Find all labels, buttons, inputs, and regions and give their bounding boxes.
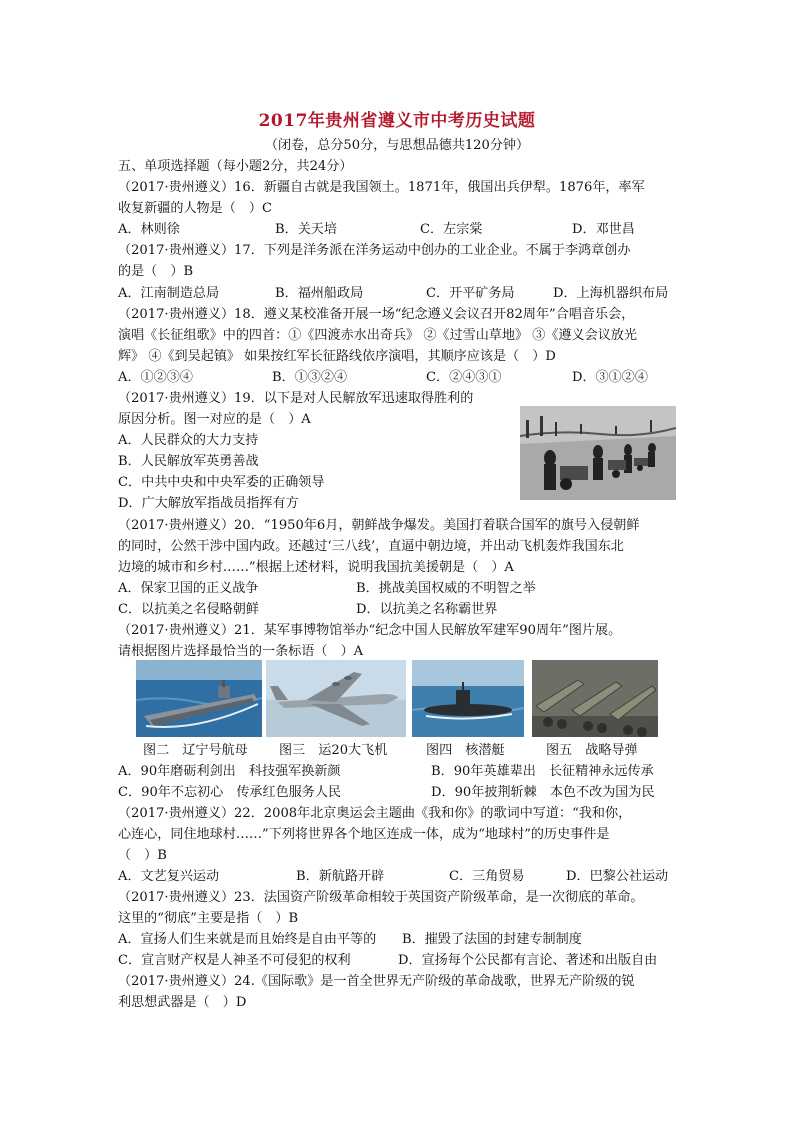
q16-option-b: B．关天培 [275, 222, 337, 237]
q17-option-d: D．上海机器织布局 [553, 286, 669, 301]
q17-stem-line2: 的是（ ）B [118, 264, 194, 279]
q21-stem-line2: 请根据图片选择最恰当的一条标语（ ）A [118, 644, 364, 659]
q22-option-d: D．巴黎公社运动 [566, 869, 669, 884]
q21-caption-fig2: 图二 辽宁号航母 [143, 743, 248, 758]
q18-stem-line3: 辉》 ④《到吴起镇》 如果按红军长征路线依序演唱，其顺序应该是（ ）D [118, 349, 556, 364]
q20-stem-line3: 边境的城市和乡村……”根据上述材料，说明我国抗美援朝是（ ）A [118, 560, 514, 575]
q23-option-a: A．宣扬人们生来就是而且始终是自由平等的 [118, 932, 377, 947]
q22-option-a: A．文艺复兴运动 [118, 869, 220, 884]
q18-option-c: C．②④③① [426, 370, 502, 385]
q22-option-c: C．三角贸易 [449, 869, 525, 884]
q16-stem-line1: （2017·贵州遵义）16．新疆自古就是我国领土。1871年，俄国出兵伊犁。1876年，率军 [118, 180, 645, 195]
q16-stem-line2: 收复新疆的人物是（ ）C [118, 201, 273, 216]
q21-photo-strategic-missiles [532, 660, 658, 737]
q17-stem-line1: （2017·贵州遵义）17．下列是洋务派在洋务运动中创办的工业企业。不属于李鸿章创办 [118, 243, 631, 258]
q20-option-a: A．保家卫国的正义战争 [118, 581, 259, 596]
q21-stem-line1: （2017·贵州遵义）21．某军事博物馆举办“纪念中国人民解放军建军90周年”图片展。 [118, 623, 622, 638]
q20-stem-line2: 的同时，公然干涉中国内政。还越过‘三八线’，直逼中朝边境，并出动飞机轰炸我国东北 [118, 539, 624, 554]
section-heading: 五、单项选择题（每小题2分，共24分） [118, 159, 353, 174]
q16-option-d: D．邓世昌 [572, 222, 635, 237]
q22-stem-line2: 心连心，同住地球村……”下列将世界各个地区连成一体，成为“地球村”的历史事件是 [118, 827, 610, 842]
q24-stem-line1: （2017·贵州遵义）24.《国际歌》是一首全世界无产阶级的革命战歌，世界无产阶级的锐 [118, 974, 635, 989]
q23-option-d: D．宣扬每个公民都有言论、著述和出版自由 [398, 953, 658, 968]
q21-photo-transport-aircraft [266, 660, 406, 737]
q19-option-a: A．人民群众的大力支持 [118, 433, 259, 448]
q18-stem-line2: 演唱《长征组歌》中的四首：①《四渡赤水出奇兵》 ②《过雪山草地》 ③《遵义会议放光 [118, 328, 637, 343]
q20-option-d: D．以抗美之名称霸世界 [356, 602, 498, 617]
q18-option-b: B．①③②④ [272, 370, 348, 385]
q23-option-b: B．摧毁了法国的封建专制制度 [402, 932, 582, 947]
q20-option-b: B．挑战美国权威的不明智之举 [356, 581, 536, 596]
q21-option-d: D．90年披荆斩棘 本色不改为国为民 [431, 785, 655, 800]
q17-option-c: C．开平矿务局 [426, 286, 515, 301]
q21-option-b: B．90年英雄辈出 长征精神永远传承 [431, 764, 654, 779]
q17-option-b: B．福州船政局 [275, 286, 364, 301]
q22-stem-line3: （ ）B [118, 848, 167, 863]
q24-stem-line2: 利思想武器是（ ）D [118, 995, 247, 1010]
q23-option-c: C．宣言财产权是人神圣不可侵犯的权利 [118, 953, 351, 968]
q20-option-c: C．以抗美之名侵略朝鲜 [118, 602, 259, 617]
q23-stem-line2: 这里的“彻底”主要是指（ ）B [118, 911, 299, 926]
q21-photo-aircraft-carrier [136, 660, 262, 737]
exam-subtitle: （闭卷，总分50分，与思想品德共120分钟） [264, 138, 530, 153]
q19-option-b: B．人民解放军英勇善战 [118, 454, 259, 469]
q19-option-c: C．中共中央和中央军委的正确领导 [118, 475, 325, 490]
q22-stem-line1: （2017·贵州遵义）22．2008年北京奥运会主题曲《我和你》的歌词中写道：“我和你， [118, 806, 632, 821]
q19-stem-line1: （2017·贵州遵义）19．以下是对人民解放军迅速取得胜利的 [118, 391, 474, 406]
q17-option-a: A．江南制造总局 [118, 286, 220, 301]
q21-photo-nuclear-submarine [412, 660, 524, 737]
q18-option-a: A．①②③④ [118, 370, 193, 385]
q20-stem-line1: （2017·贵州遵义）20．“1950年6月，朝鲜战争爆发。美国打着联合国军的旗号入侵朝鲜 [118, 518, 640, 533]
q21-caption-fig3: 图三 运20大飞机 [279, 743, 388, 758]
q21-option-a: A．90年磨砺利剑出 科技强军换新颜 [118, 764, 341, 779]
q21-caption-fig5: 图五 战略导弹 [546, 743, 638, 758]
q18-option-d: D．③①②④ [572, 370, 648, 385]
q16-option-c: C．左宗棠 [420, 222, 483, 237]
q21-caption-fig4: 图四 核潜艇 [426, 743, 505, 758]
q21-option-c: C．90年不忘初心 传承红色服务人民 [118, 785, 342, 800]
q19-stem-line2: 原因分析。图一对应的是（ ）A [118, 412, 311, 427]
q18-stem-line1: （2017·贵州遵义）18．遵义某校准备开展一场“纪念遵义会议召开82周年”合唱音乐会， [118, 307, 635, 322]
q19-photo-civilian-supply-carts [520, 406, 676, 500]
q22-option-b: B．新航路开辟 [296, 869, 385, 884]
q16-option-a: A．林则徐 [118, 222, 180, 237]
q23-stem-line1: （2017·贵州遵义）23．法国资产阶级革命相较于英国资产阶级革命，是一次彻底的革命。 [118, 890, 644, 905]
exam-title: 2017年贵州省遵义市中考历史试题 [258, 111, 536, 131]
q19-option-d: D．广大解放军指战员指挥有方 [118, 496, 299, 511]
